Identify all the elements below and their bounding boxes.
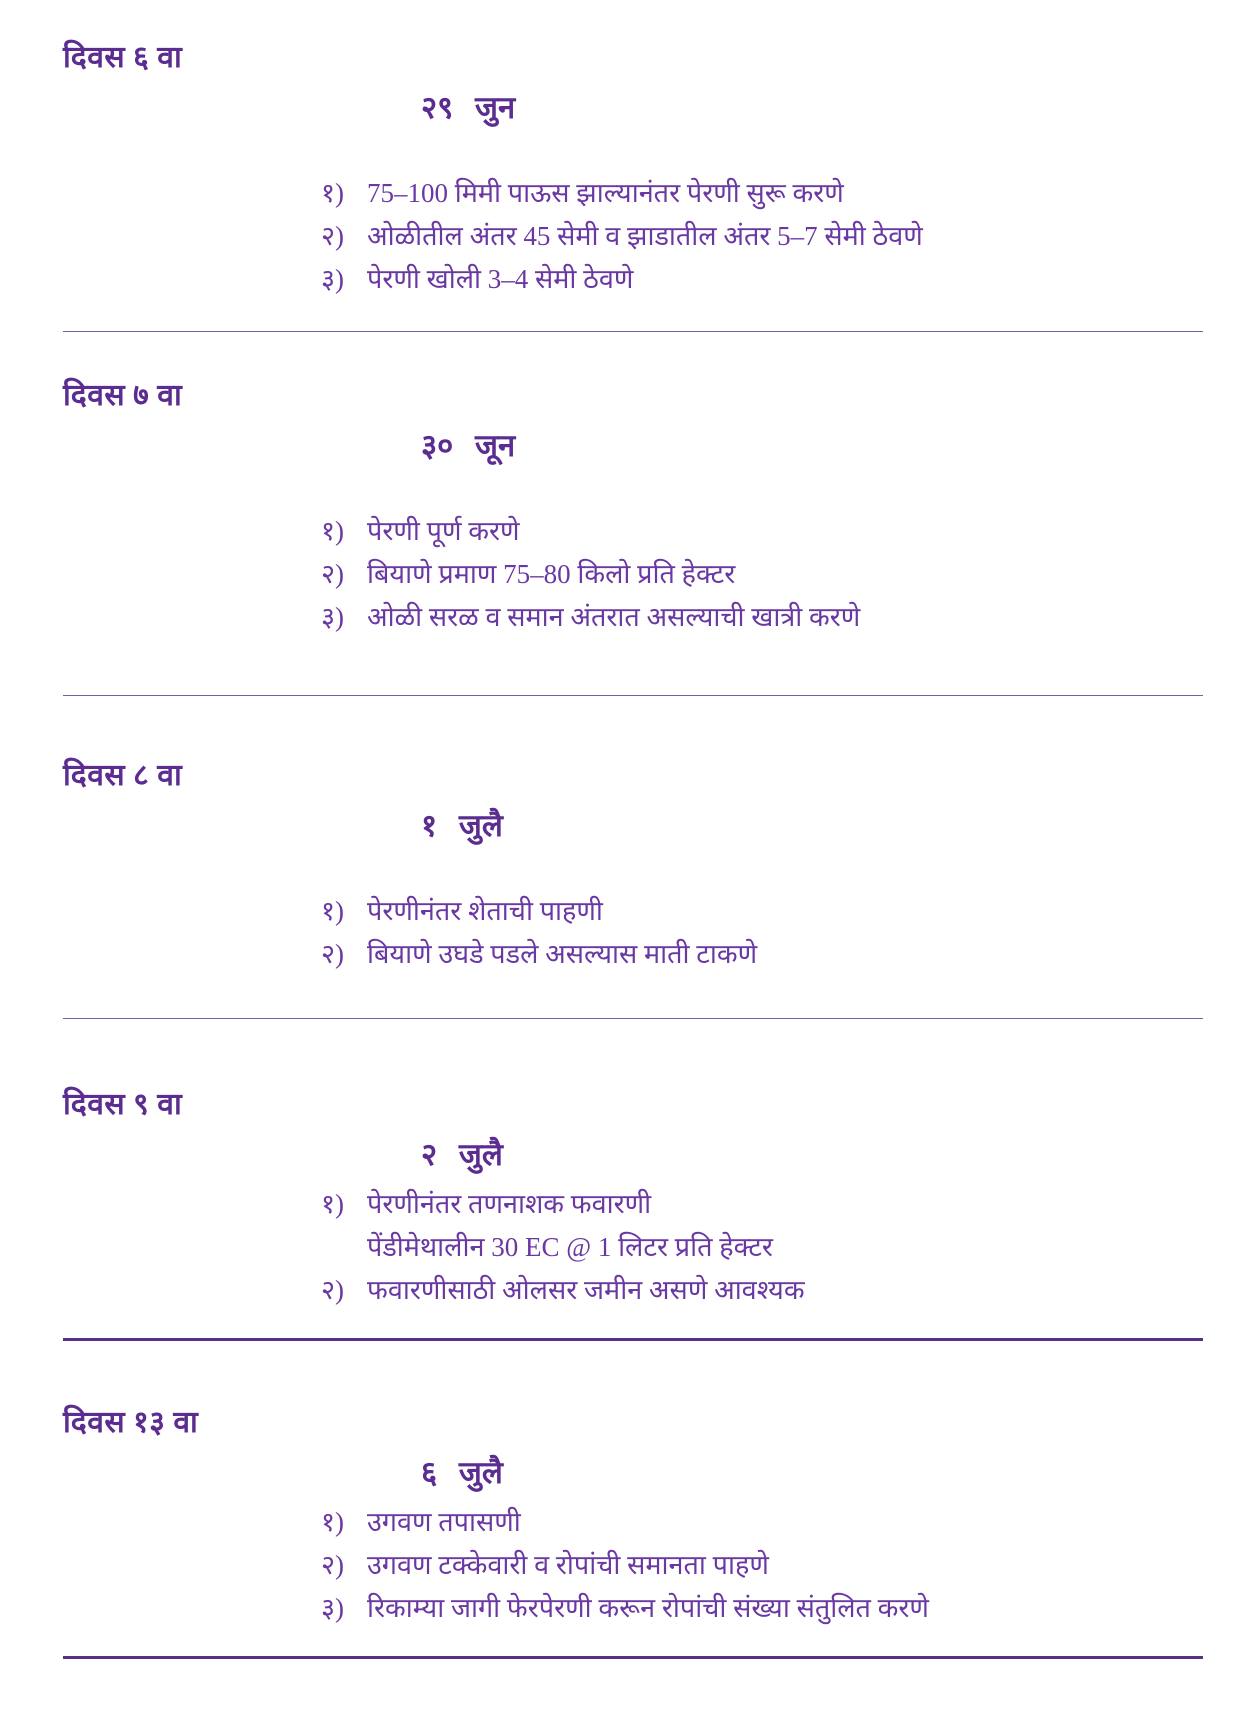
section-divider — [63, 1018, 1203, 1019]
task-text — [367, 1587, 1203, 1630]
date-heading: २९ जुन — [421, 90, 516, 125]
task-list — [63, 1183, 1203, 1312]
task-list — [63, 510, 1203, 639]
task-text — [367, 1183, 1203, 1269]
section-divider — [63, 1338, 1203, 1341]
task-text — [367, 553, 1203, 596]
task-line: उगवण तपासणी — [367, 1507, 521, 1537]
task-item — [321, 510, 1203, 553]
task-text — [367, 1269, 1203, 1312]
day-section — [63, 40, 1203, 332]
task-line: पेरणी खोली 3–4 सेमी ठेवणे — [367, 264, 634, 294]
task-text — [367, 933, 1203, 976]
task-item — [321, 258, 1203, 301]
task-item — [321, 1183, 1203, 1269]
task-text — [367, 596, 1203, 639]
task-text — [367, 215, 1203, 258]
task-line: रिकाम्या जागी फेरपेरणी करून रोपांची संख्या संतुलित करणे — [367, 1593, 929, 1623]
task-line: 75–100 मिमी पाऊस झाल्यानंतर पेरणी सुरू करणे — [367, 178, 844, 208]
task-item — [321, 596, 1203, 639]
task-marker: १) — [321, 516, 345, 546]
task-list — [63, 172, 1203, 301]
task-line: बियाणे उघडे पडले असल्यास माती टाकणे — [367, 939, 758, 969]
task-line: ओळीतील अंतर 45 सेमी व झाडातील अंतर 5–7 सेमी ठेवणे — [367, 221, 923, 251]
task-list — [63, 1501, 1203, 1630]
task-marker: २) — [321, 1550, 345, 1580]
task-line: बियाणे प्रमाण 75–80 किलो प्रति हेक्टर — [367, 559, 736, 589]
task-marker: ३) — [321, 264, 345, 294]
day-heading: दिवस १३ वा — [63, 1406, 199, 1439]
day-heading: दिवस ६ वा — [63, 41, 183, 74]
section-divider — [63, 695, 1203, 696]
task-list — [63, 890, 1203, 976]
task-marker: ३) — [321, 1593, 345, 1623]
task-text — [367, 1501, 1203, 1544]
day-section — [63, 1405, 1203, 1659]
task-line: पेंडीमेथालीन 30 EC @ 1 लिटर प्रति हेक्टर — [367, 1232, 773, 1262]
task-line: ओळी सरळ व समान अंतरात असल्याची खात्री करणे — [367, 602, 861, 632]
task-line: उगवण टक्केवारी व रोपांची समानता पाहणे — [367, 1550, 769, 1580]
task-item — [321, 1269, 1203, 1312]
day-heading: दिवस ९ वा — [63, 1088, 183, 1121]
task-marker: १) — [321, 896, 345, 926]
date-heading: २ जुलै — [421, 1137, 503, 1172]
task-marker: २) — [321, 1275, 345, 1305]
task-item — [321, 215, 1203, 258]
day-heading: दिवस ७ वा — [63, 379, 183, 412]
task-marker: २) — [321, 559, 345, 589]
task-marker: १) — [321, 1189, 345, 1219]
day-section — [63, 1087, 1203, 1341]
task-line: पेरणी पूर्ण करणे — [367, 516, 520, 546]
date-heading: ३० जून — [421, 428, 516, 463]
day-section — [63, 378, 1203, 696]
sections-container — [63, 40, 1203, 1659]
day-section — [63, 758, 1203, 1019]
date-heading: १ जुलै — [421, 808, 503, 843]
day-heading: दिवस ८ वा — [63, 759, 183, 792]
task-item — [321, 933, 1203, 976]
task-item — [321, 1587, 1203, 1630]
task-line: फवारणीसाठी ओलसर जमीन असणे आवश्यक — [367, 1275, 805, 1305]
task-marker: ३) — [321, 602, 345, 632]
task-item — [321, 553, 1203, 596]
section-divider — [63, 1656, 1203, 1659]
task-line: पेरणीनंतर तणनाशक फवारणी — [367, 1189, 652, 1219]
section-divider — [63, 331, 1203, 332]
task-marker: २) — [321, 939, 345, 969]
task-marker: १) — [321, 1507, 345, 1537]
date-heading: ६ जुलै — [421, 1455, 503, 1490]
task-text — [367, 890, 1203, 933]
task-text — [367, 1544, 1203, 1587]
task-text — [367, 258, 1203, 301]
task-marker: १) — [321, 178, 345, 208]
task-text — [367, 172, 1203, 215]
task-item — [321, 890, 1203, 933]
task-item — [321, 1501, 1203, 1544]
task-item — [321, 1544, 1203, 1587]
task-item — [321, 172, 1203, 215]
task-line: पेरणीनंतर शेताची पाहणी — [367, 896, 603, 926]
task-text — [367, 510, 1203, 553]
task-marker: २) — [321, 221, 345, 251]
